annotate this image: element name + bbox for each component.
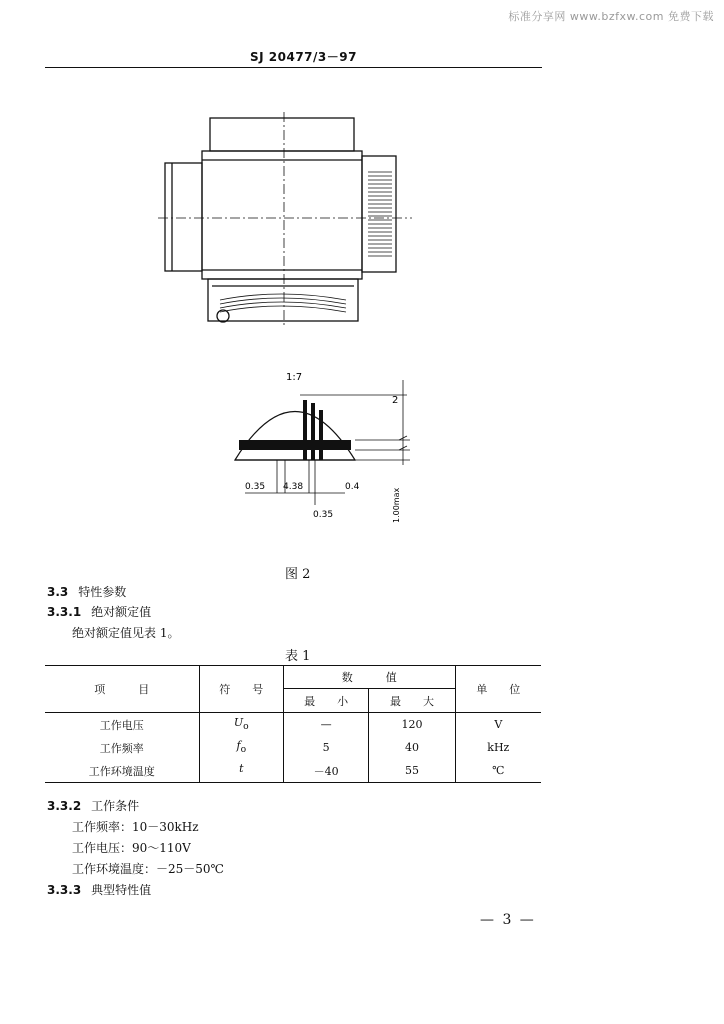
- dim-438: 4.38: [283, 482, 304, 492]
- header-unit: 单 位: [455, 666, 541, 713]
- cell-item: 工作电压: [99, 718, 144, 732]
- section-number: 3.3.1: [47, 605, 82, 619]
- figure-caption: 图 2: [285, 567, 311, 582]
- header-rule: [45, 67, 542, 68]
- operating-frequency: 工作频率：10－30kHz: [72, 820, 199, 834]
- winding-band: [239, 440, 351, 450]
- table-row: [45, 713, 541, 737]
- bottom-winding: [208, 279, 358, 321]
- cell-item: 工作频率: [99, 741, 144, 755]
- header-symbol: 符 号: [199, 666, 283, 713]
- cell-max: 55: [369, 759, 455, 783]
- table-caption: 表 1: [285, 649, 311, 664]
- detail-drawing: [225, 365, 425, 525]
- left-winding: [165, 163, 202, 271]
- section-3-3-2-heading: [47, 797, 139, 814]
- operating-temperature: 工作环境温度：－25－50℃: [72, 862, 224, 876]
- section-title: 特性参数: [78, 585, 127, 599]
- section-title: 绝对额定值: [91, 605, 152, 619]
- section-number: 3.3: [47, 585, 69, 599]
- top-cap: [210, 118, 354, 151]
- dim-035-bottom: 0.35: [313, 510, 334, 520]
- cross-section-outline: [235, 412, 355, 461]
- cell-unit: kHz: [455, 736, 541, 759]
- cell-symbol: $f_o$: [199, 736, 283, 759]
- cell-max: 120: [369, 713, 455, 737]
- dim-height: 2: [392, 395, 399, 406]
- table-row: [45, 759, 541, 783]
- section-3-3-heading: [47, 583, 126, 600]
- section-3-3-1-heading: [47, 603, 151, 620]
- cell-min: －40: [283, 759, 368, 783]
- header-item: 项 目: [45, 666, 199, 713]
- section-number: 3.3.3: [47, 883, 82, 897]
- operating-voltage: 工作电压：90～110V: [72, 841, 191, 855]
- cell-unit: V: [455, 713, 541, 737]
- cell-symbol: $U_o$: [199, 713, 283, 737]
- page-number: — 3 —: [480, 912, 536, 928]
- section-3-3-3-heading: [47, 881, 151, 898]
- right-winding: [362, 156, 396, 272]
- section-title: 工作条件: [91, 799, 140, 813]
- dim-04: 0.4: [345, 482, 360, 492]
- header-max: 最 大: [369, 689, 455, 713]
- watermark: 标准分享网 www.bzfxw.com 免费下载: [508, 10, 714, 23]
- cell-symbol: t: [199, 759, 283, 783]
- table-1: [45, 665, 541, 783]
- header-value: 数 值: [283, 666, 455, 689]
- cell-min: —: [283, 713, 368, 737]
- magnification-label: 1:7: [286, 372, 303, 383]
- cell-min: 5: [283, 736, 368, 759]
- cell-unit: ℃: [455, 759, 541, 783]
- cell-max: 40: [369, 736, 455, 759]
- section-3-3-1-text: 绝对额定值见表 1。: [72, 626, 180, 640]
- table-row: [45, 736, 541, 759]
- header-min: 最 小: [283, 689, 368, 713]
- core-body: [202, 151, 362, 279]
- cell-item: 工作环境温度: [45, 759, 199, 783]
- section-title: 典型特性值: [91, 883, 152, 897]
- section-number: 3.3.2: [47, 799, 82, 813]
- dim-035-left: 0.35: [245, 482, 266, 492]
- dim-vertical: 1.00max: [392, 487, 401, 523]
- component-drawing: [150, 110, 420, 330]
- standard-code: SJ 20477/3－97: [250, 50, 357, 64]
